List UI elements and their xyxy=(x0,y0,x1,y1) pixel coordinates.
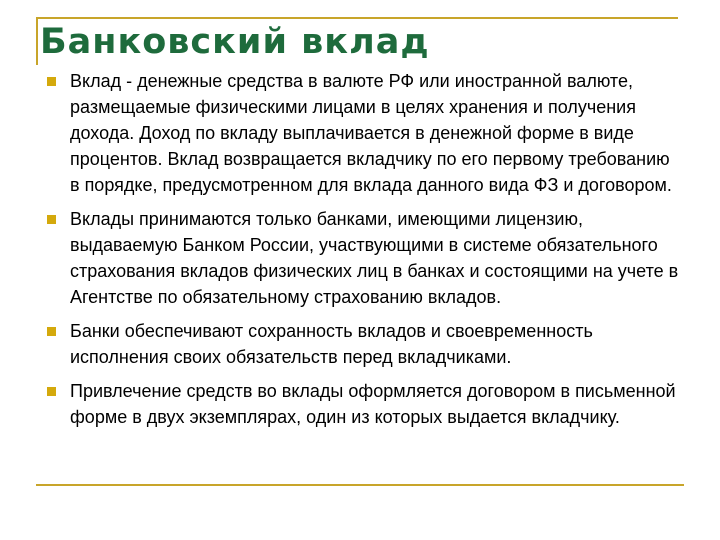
bullet-list xyxy=(40,68,680,438)
slide-title: Банковский вклад xyxy=(40,22,430,62)
square-bullet-icon xyxy=(47,387,56,396)
bullet-item xyxy=(40,68,680,198)
bullet-item xyxy=(40,378,680,430)
bottom-divider-line xyxy=(36,484,684,486)
title-frame-top-line xyxy=(36,17,678,19)
square-bullet-icon xyxy=(47,327,56,336)
square-bullet-icon xyxy=(47,215,56,224)
bullet-item xyxy=(40,318,680,370)
bullet-text: Вклады принимаются только банками, имеющими лицензию, выдаваемую Банком России, участвующими в системе обязательного страхования вкладов физических лиц в банках и состоящими на учете в Агентстве по обязательному страхованию вкладов. xyxy=(70,209,679,307)
square-bullet-icon xyxy=(47,77,56,86)
title-frame-left-line xyxy=(36,17,38,65)
bullet-item xyxy=(40,206,680,310)
bullet-text: Банки обеспечивают сохранность вкладов и своевременность исполнения своих обязательств перед вкладчиками. xyxy=(70,321,593,367)
bullet-text: Привлечение средств во вклады оформляется договором в письменной форме в двух экземплярах, один из которых выдается вкладчику. xyxy=(70,381,676,427)
bullet-text: Вклад - денежные средства в валюте РФ или иностранной валюте, размещаемые физическими лицами в целях хранения и получения дохода. Доход по вкладу выплачивается в денежной форме в виде процентов. Вклад возвращается вкладчику по его первому требованию в порядке, предусмотренном для вклада данного вида ФЗ и договором. xyxy=(70,71,672,195)
